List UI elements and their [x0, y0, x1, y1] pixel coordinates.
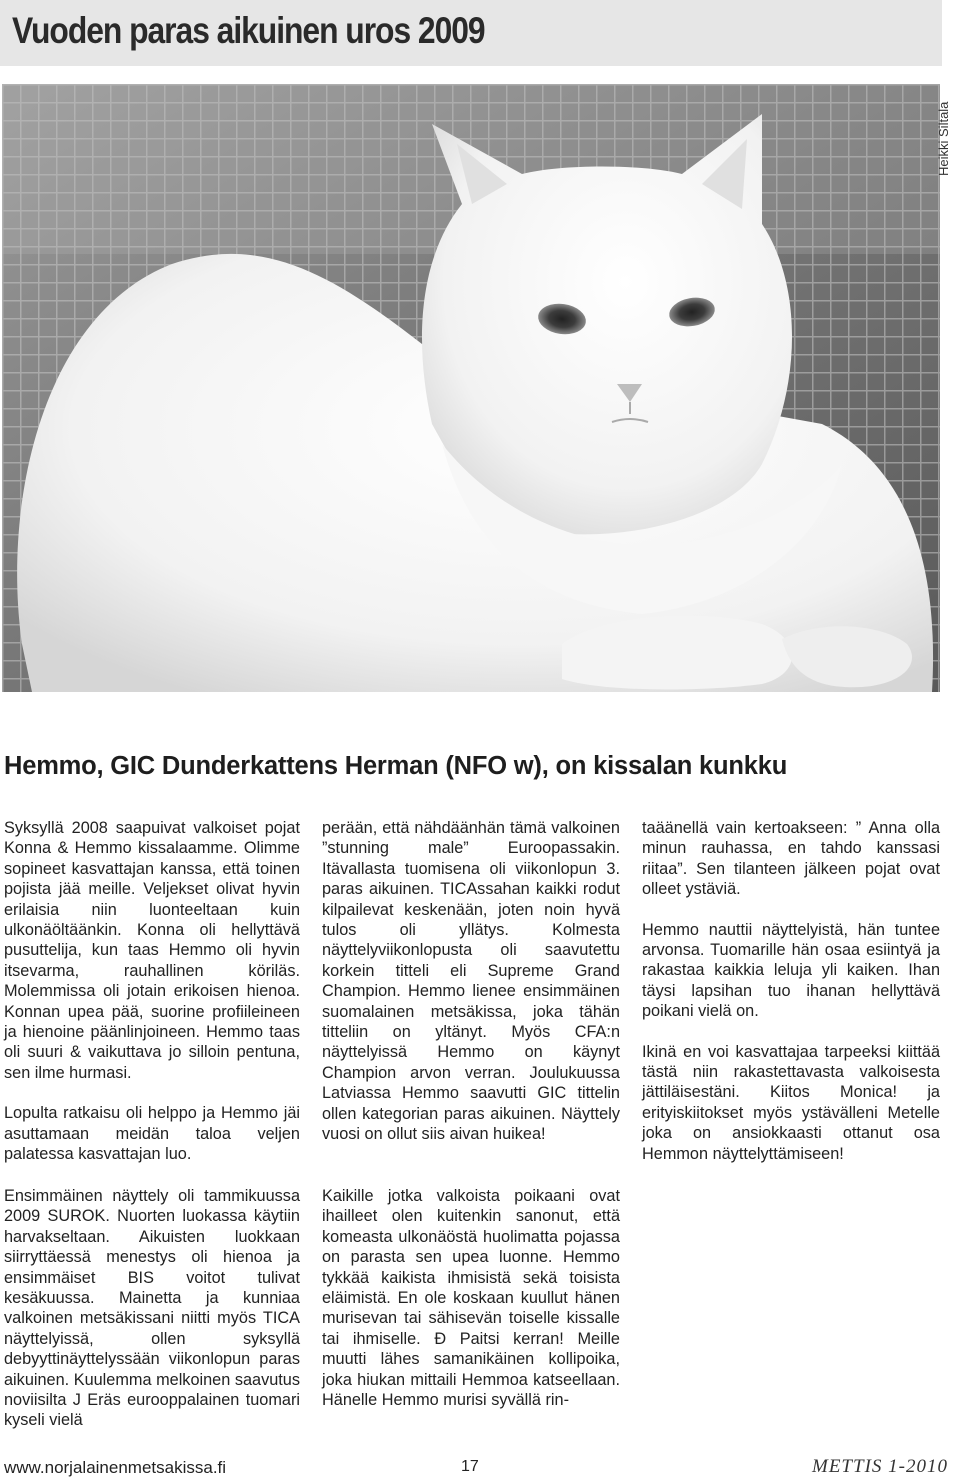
article-headline: Hemmo, GIC Dunderkattens Herman (NFO w), on kissalan kunkku — [4, 752, 788, 780]
magazine-name: METTIS 1-2010 — [812, 1456, 948, 1477]
page-number: 17 — [461, 1458, 479, 1475]
column-1-top — [4, 818, 300, 1165]
paragraph: Ensimmäinen näyttely oli tammikuussa 2009 SUROK. Nuorten luokassa käytiin harvakseltaan. Aikuisten luokkaan siirryttäessä menestys oli hienoa ja ensimmäiset BIS voitot tulivat kesäkuussa. Mainetta ja kunniaa valkoinen metsäkissani niitti myös TICA näyttelyissä, ollen syksyllä debyyttinäyttelyssään viikonlopun paras aikuinen. Kuulemma melkoinen saavutus noviisilta J Eräs eurooppalainen tuomari kyseli vielä — [4, 1187, 300, 1430]
paragraph: Lopulta ratkaisu oli helppo ja Hemmo jäi asuttamaan meidän taloa veljen palatessa kasvattajan luo. — [4, 1104, 300, 1164]
column-2-top — [322, 818, 620, 1145]
page-title: Vuoden paras aikuinen uros 2009 — [12, 10, 485, 51]
paragraph: perään, että nähdäänhän tämä valkoinen ”stunning male” Euroopassakin. Itävallasta tuomisena oli viikonlopun 3. paras aikuinen. TICAssahan kaikki rodut kilpailevat keskenään, joten noin hyvä tulos oli yllätys. Kolmesta näyttelyviikonlopusta oli saavutettu korkein titteli eli Supreme Grand Champion. Hemmo lienee ensimmäinen suomalainen metsäkissa, joka tähän titteliin on yltänyt. Myös CFA:n näyttelyissä Hemmo on käynyt Champion arvon verran. Joulukuussa Latviassa Hemmo saavutti GIC tittelin ollen kategorian paras aikuinen. Näyttely vuosi on ollut siis aivan huikea! — [322, 819, 620, 1144]
paragraph: Ikinä en voi kasvattajaa tarpeeksi kiittää tästä niin rakastettavasta valkoisesta jättiläisestäni. Kiitos Monica! ja erityiskiitokset myös ystävälleni Metelle joka on ansiokkaasti ottanut osa Hemmon näyttelyttämiseen! — [642, 1042, 940, 1163]
photo-credit: Heikki Siltala — [936, 101, 951, 176]
column-1-bottom — [4, 1186, 300, 1431]
footer-url: www.norjalainenmetsakissa.fi — [4, 1458, 227, 1477]
paragraph: Kaikille jotka valkoista poikaani ovat ihailleet olen kuitenkin sanonut, että komeasta ulkonäöstä huolimatta pojassa on parasta sen upea luonne. Hemmo tykkää kaikista ihmisistä sekä toisista eläimistä. En ole koskaan kuullut hänen murisevan tai sähisevän toiselle kissalle tai ihmiselle. Ð Paitsi kerran! Meille muutti lähes samanikäinen kollipoika, joka hiukan mittaili Hemmoa katseellaan. Hänelle Hemmo murisi syvällä rin- — [322, 1187, 620, 1410]
paragraph: Hemmo nauttii näyttelyistä, hän tuntee arvonsa. Tuomarille hän osaa esiintyä ja rakastaa kaikkia leluja yli kaiken. Ihan täysi lapsihan tuo ihanan hellyttävä poikani vielä on. — [642, 920, 940, 1021]
paragraph: Syksyllä 2008 saapuivat valkoiset pojat Konna & Hemmo kissalaamme. Olimme sopineet kasvattajan kanssa, että toinen pojista jää meille. Veljekset olivat hyvin erilaisia niin luonteeltaan kuin ulkonäöltäänkin. Konna oli hellyttävä pusuttelija, kun taas Hemmo oli hyvin itsevarma, rauhallinen köriläs. Molemmissa oli jotain erikoisen hienoa. Konnan upea pää, suorine profiileineen ja hienoine päänlinjoineen. Hemmo taas oli suuri & vaikuttava jo silloin pentuna, sen ilme hurmasi. — [4, 819, 300, 1082]
column-2-bottom — [322, 1186, 620, 1410]
column-3 — [642, 818, 940, 1164]
title-bar — [0, 0, 942, 66]
cat-photo — [2, 84, 940, 692]
paragraph: taäänellä vain kertoakseen: ” Anna olla minun rauhassa, en tahdo kanssasi riitaa”. Sen tilanteen jälkeen pojat ovat olleet ystäviä. — [642, 819, 940, 899]
